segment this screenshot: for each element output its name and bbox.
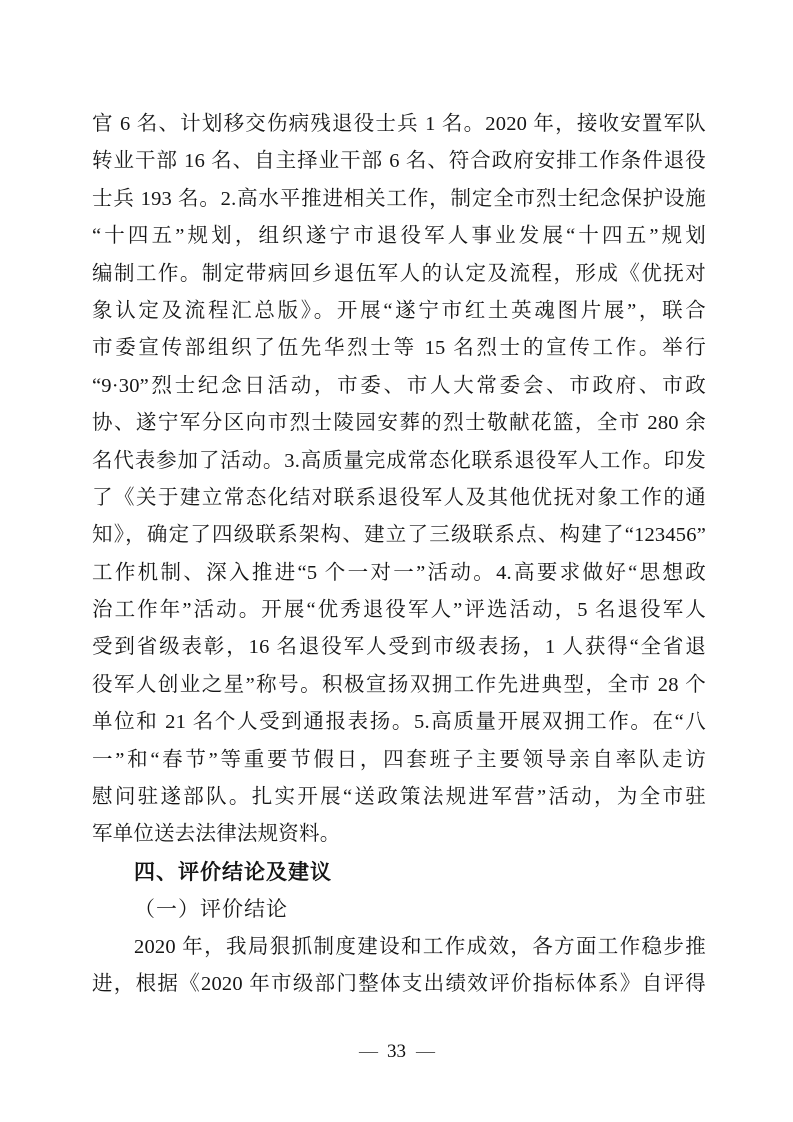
body-line: 治工作年”活动。开展“优秀退役军人”评选活动，5 名退役军人 xyxy=(92,599,706,622)
body-line: 士兵 193 名。2.高水平推进相关工作，制定全市烈士纪念保护设施 xyxy=(92,187,706,210)
body-line: 工作机制、深入推进“5 个一对一”活动。4.高要求做好“思想政 xyxy=(92,561,706,584)
body-line: “9·30”烈士纪念日活动，市委、市人大常委会、市政府、市政 xyxy=(92,374,706,397)
body-line: 一”和“春节”等重要节假日，四套班子主要领导亲自率队走访 xyxy=(92,748,706,771)
body-line: 官 6 名、计划移交伤病残退役士兵 1 名。2020 年，接收安置军队 xyxy=(92,113,706,135)
closing-paragraph-line: 2020 年，我局狠抓制度建设和工作成效，各方面工作稳步推 xyxy=(134,935,706,958)
footer-dash-left: — xyxy=(359,1041,377,1062)
body-line: 编制工作。制定带病回乡退伍军人的认定及流程，形成《优抚对 xyxy=(92,262,706,285)
body-line: 军单位送去法律法规资料。 xyxy=(92,823,341,846)
footer-dash-right: — xyxy=(416,1041,434,1062)
body-line: 了《关于建立常态化结对联系退役军人及其他优抚对象工作的通 xyxy=(92,486,706,509)
closing-paragraph-line: 进，根据《2020 年市级部门整体支出绩效评价指标体系》自评得 xyxy=(92,972,706,995)
body-line: 转业干部 16 名、自主择业干部 6 名、符合政府安排工作条件退役 xyxy=(92,150,706,173)
body-line: 名代表参加了活动。3.高质量完成常态化联系退役军人工作。印发 xyxy=(92,449,706,472)
body-line: 知》，确定了四级联系架构、建立了三级联系点、构建了“123456” xyxy=(92,524,706,547)
body-line: 单位和 21 名个人受到通报表扬。5.高质量开展双拥工作。在“八 xyxy=(92,711,706,734)
text-block xyxy=(92,106,706,1003)
body-line: 受到省级表彰，16 名退役军人受到市级表扬，1 人获得“全省退 xyxy=(92,636,706,659)
body-line: 慰问驻遂部队。扎实开展“送政策法规进军营”活动，为全市驻 xyxy=(92,786,706,809)
body-line: 市委宣传部组织了伍先华烈士等 15 名烈士的宣传工作。举行 xyxy=(92,337,706,360)
page-footer xyxy=(0,1041,793,1063)
page-number: 33 xyxy=(387,1041,406,1062)
body-line: “十四五”规划，组织遂宁市退役军人事业发展“十四五”规划 xyxy=(92,225,706,248)
body-line: 役军人创业之星”称号。积极宣扬双拥工作先进典型，全市 28 个 xyxy=(92,673,706,696)
body-line: 象认定及流程汇总版》。开展“遂宁市红土英魂图片展”，联合 xyxy=(92,299,706,322)
body-line: 协、遂宁军分区向市烈士陵园安葬的烈士敬献花篮，全市 280 余 xyxy=(92,412,706,435)
section-heading: 四、评价结论及建议 xyxy=(134,860,332,884)
subsection-heading: （一）评价结论 xyxy=(134,897,288,922)
